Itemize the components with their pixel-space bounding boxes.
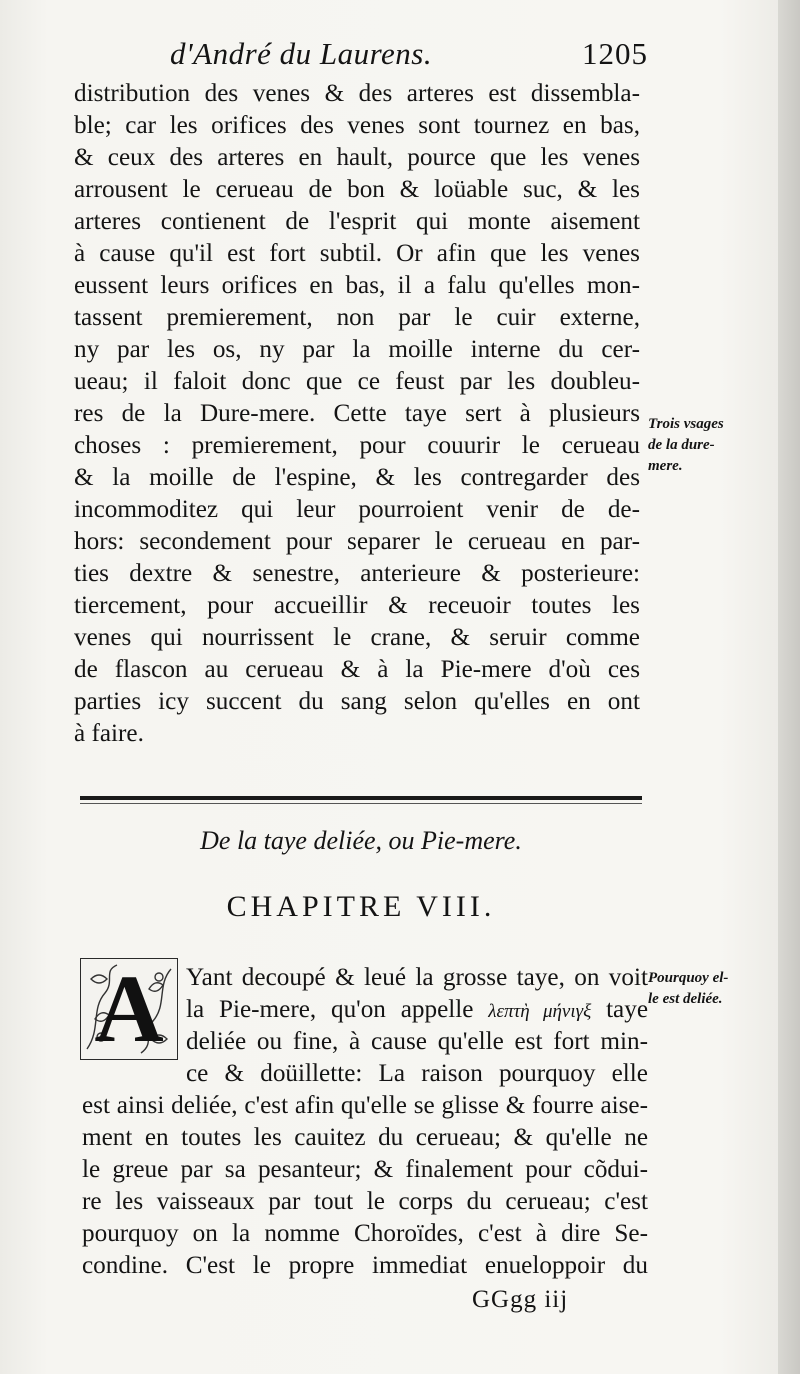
text-line: venes qui nourrissent le crane, & seruir comme — [74, 624, 640, 651]
chapter-text — [82, 1090, 648, 1282]
dropcap-letter: A — [94, 955, 164, 1062]
text-line: ny par les os, ny par la moille interne du cer- — [74, 336, 640, 363]
text-line: à cause qu'il est fort subtil. Or afin que les venes — [74, 240, 640, 267]
text-line: à faire. — [74, 720, 144, 747]
text-line: ce & doüillette: La raison pourquoy elle — [186, 1060, 648, 1087]
ornamental-dropcap — [80, 955, 178, 1062]
greek-term: λεπτὴ μήνιγξ — [488, 1001, 592, 1022]
text-line: distribution des venes & des arteres est dissembla- — [74, 80, 640, 107]
text-line: incommoditez qui leur pourroient venir de de- — [74, 496, 640, 523]
margin-note-line: le est deliée. — [648, 991, 723, 1007]
chapter-heading: CHAPITRE VIII. — [226, 890, 496, 923]
text-line: ueau; il faloit donc que ce feust par les doubleu- — [74, 368, 640, 395]
text-line: arteres contienent de l'esprit qui monte aisement — [74, 208, 640, 235]
text-line: Yant decoupé & leué la grosse taye, on voit — [186, 964, 648, 991]
margin-note-line: Pourquoy el- — [648, 970, 729, 986]
margin-note-line: Trois vsages — [648, 416, 724, 432]
page-number: 1205 — [582, 36, 648, 71]
page-edge-shadow — [778, 0, 800, 1374]
text-line: & la moille de l'espine, & les contregarder des — [74, 464, 640, 491]
text-line: de flascon au cerueau & à la Pie-mere d'où ces — [74, 656, 640, 683]
text-fragment: taye — [606, 996, 648, 1023]
text-line: hors: secondement pour separer le cerueau en par- — [74, 528, 640, 555]
text-line: est ainsi deliée, c'est afin qu'elle se glisse & fourre aise- — [82, 1092, 648, 1119]
margin-note-trois-vsages — [648, 414, 724, 477]
running-head: d'André du Laurens. — [170, 36, 433, 71]
text-line: eussent leurs orifices en bas, il a falu qu'elles mon- — [74, 272, 640, 299]
body-text — [74, 78, 640, 750]
section-divider-thin — [80, 803, 642, 804]
text-line: tiercement, pour accueillir & receuoir toutes les — [74, 592, 640, 619]
margin-note-line: mere. — [648, 458, 683, 474]
text-line-with-greek — [186, 994, 648, 1026]
text-line: condine. C'est le propre immediat enueloppoir du — [82, 1252, 648, 1279]
text-line: re les vaisseaux par tout le corps du cerueau; c'est — [82, 1188, 648, 1215]
text-line: arrousent le cerueau de bon & loüable suc, & les — [74, 176, 640, 203]
margin-note-pourquoy — [648, 968, 728, 1010]
text-fragment: la Pie-mere, qu'on appelle — [186, 996, 474, 1023]
margin-note-line: de la dure- — [648, 437, 715, 453]
text-line: deliée ou fine, à cause qu'elle est fort min- — [186, 1028, 648, 1055]
text-line: pourquoy on la nomme Choroïdes, c'est à dire Se- — [82, 1220, 648, 1247]
text-line: tassent premierement, non par le cuir externe, — [74, 304, 640, 331]
text-line: res de la Dure-mere. Cette taye sert à plusieurs — [74, 400, 640, 427]
chapter-opening-text — [186, 962, 648, 1090]
text-line: ment en toutes les cauitez du cerueau; & qu'elle ne — [82, 1124, 648, 1151]
signature-mark: GGgg iij — [472, 1286, 569, 1313]
text-line: parties icy succent du sang selon qu'elles en ont — [74, 688, 640, 715]
text-line: & ceux des arteres en hault, pource que les venes — [74, 144, 640, 171]
section-divider — [80, 796, 642, 800]
text-line: choses : premierement, pour couurir le cerueau — [74, 432, 640, 459]
section-title: De la taye deliée, ou Pie-mere. — [200, 826, 522, 855]
page-header — [170, 36, 650, 80]
text-line: le greue par sa pesanteur; & finalement pour cõdui- — [82, 1156, 648, 1183]
text-line: ties dextre & senestre, anterieure & posterieure: — [74, 560, 640, 587]
text-line: ble; car les orifices des venes sont tournez en bas, — [74, 112, 640, 139]
